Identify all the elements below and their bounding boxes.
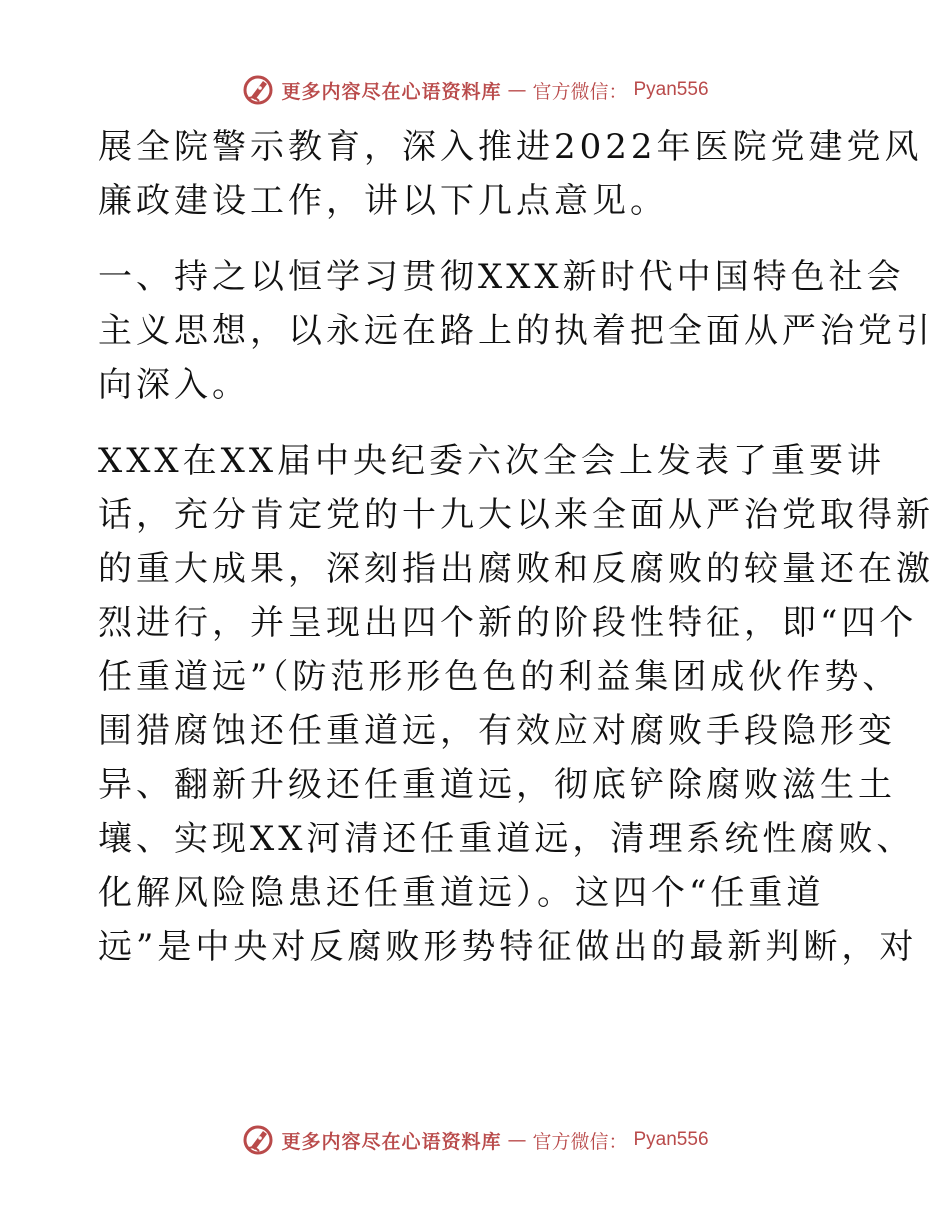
text-line: 围猎腐蚀还任重道远，有效应对腐败手段隐形变 [98, 711, 896, 751]
header-watermark [0, 70, 950, 110]
pen-nib-circle-icon [241, 1123, 275, 1157]
text-line: 的重大成果，深刻指出腐败和反腐败的较量还在激 [98, 549, 934, 589]
watermark-handle: Pyan556 [633, 79, 709, 100]
text-line: 廉政建设工作，讲以下几点意见。 [98, 181, 668, 221]
text-line: 主义思想，以永远在路上的执着把全面从严治党引 [98, 311, 934, 351]
text-line: 向深入。 [98, 365, 250, 405]
pen-nib-circle-icon [241, 73, 275, 107]
text-line: 一、持之以恒学习贯彻XXX新时代中国特色社会 [98, 257, 905, 297]
text-line: 任重道远”（防范形形色色的利益集团成伙作势、 [98, 657, 901, 697]
text-line: XXX在XX届中央纪委六次全会上发表了重要讲 [98, 441, 886, 481]
watermark-dash: — [507, 1129, 527, 1151]
watermark-label: 官方微信： [532, 80, 628, 103]
text-line: 展全院警示教育，深入推进2022年医院党建党风 [98, 127, 923, 167]
text-line: 化解风险隐患还任重道远）。这四个“任重道 [98, 873, 825, 913]
text-line: 异、翻新升级还任重道远，彻底铲除腐败滋生土 [98, 765, 896, 805]
footer-watermark [0, 1120, 950, 1160]
watermark-dash: — [507, 79, 527, 101]
paragraph-intro [98, 120, 923, 228]
text-line: 壤、实现XX河清还任重道远，清理系统性腐败、 [98, 819, 915, 859]
document-body [98, 120, 934, 974]
watermark-main-text: 更多内容尽在心语资料库 [281, 80, 502, 103]
text-line: 烈进行，并呈现出四个新的阶段性特征，即“四个 [98, 603, 918, 643]
watermark-handle: Pyan556 [633, 1129, 709, 1150]
section-heading-one [98, 250, 934, 412]
watermark-main-text: 更多内容尽在心语资料库 [281, 1130, 502, 1153]
text-line: 话，充分肯定党的十九大以来全面从严治党取得新 [98, 495, 934, 535]
paragraph-body [98, 434, 934, 974]
watermark-label: 官方微信： [532, 1130, 628, 1153]
text-line: 远”是中央对反腐败形势特征做出的最新判断，对 [98, 927, 918, 967]
